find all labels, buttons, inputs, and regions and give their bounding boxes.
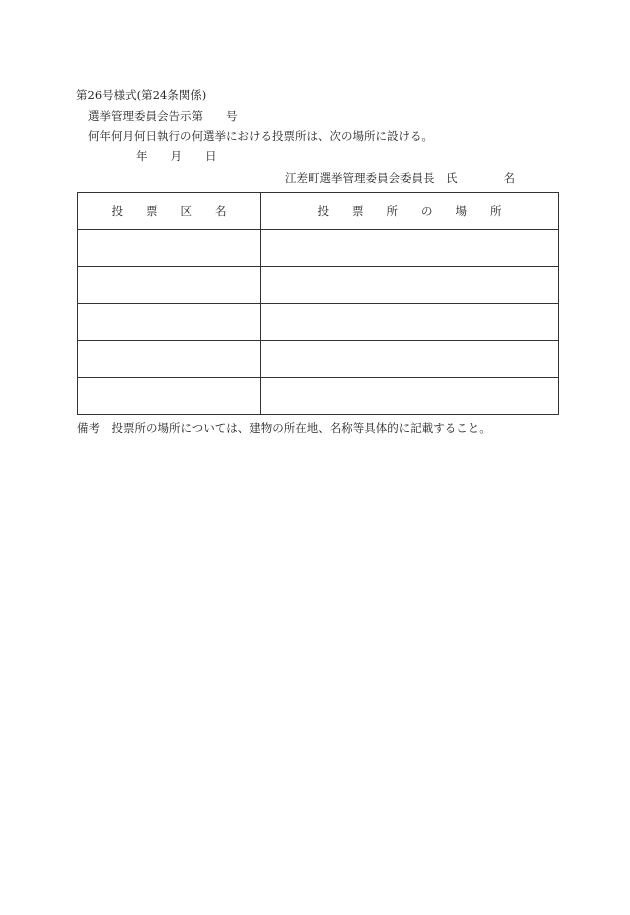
table-row (78, 341, 559, 378)
form-number: 第26号様式(第24条関係) (76, 88, 207, 102)
table-row (78, 267, 559, 304)
header-polling-place: 投 票 所 の 場 所 (261, 193, 559, 230)
table-row (78, 230, 559, 267)
signature-line: 江差町選挙管理委員会委員長 氏 名 (285, 171, 515, 185)
table-row (78, 304, 559, 341)
district-cell (78, 267, 261, 304)
place-cell (261, 378, 559, 415)
place-cell (261, 230, 559, 267)
notice-number: 選挙管理委員会告示第 号 (88, 109, 238, 123)
place-cell (261, 341, 559, 378)
district-cell (78, 230, 261, 267)
district-cell (78, 378, 261, 415)
table-header-row (78, 193, 559, 230)
remarks-note: 備考 投票所の場所については、建物の所在地、名称等具体的に記載すること。 (77, 421, 491, 435)
place-cell (261, 267, 559, 304)
district-cell (78, 341, 261, 378)
place-cell (261, 304, 559, 341)
table-row (78, 378, 559, 415)
date-line: 年 月 日 (136, 149, 217, 163)
notice-body: 何年何月何日執行の何選挙における投票所は、次の場所に設ける。 (88, 129, 433, 143)
district-cell (78, 304, 261, 341)
header-polling-district: 投 票 区 名 (78, 193, 261, 230)
polling-place-table (77, 192, 559, 415)
